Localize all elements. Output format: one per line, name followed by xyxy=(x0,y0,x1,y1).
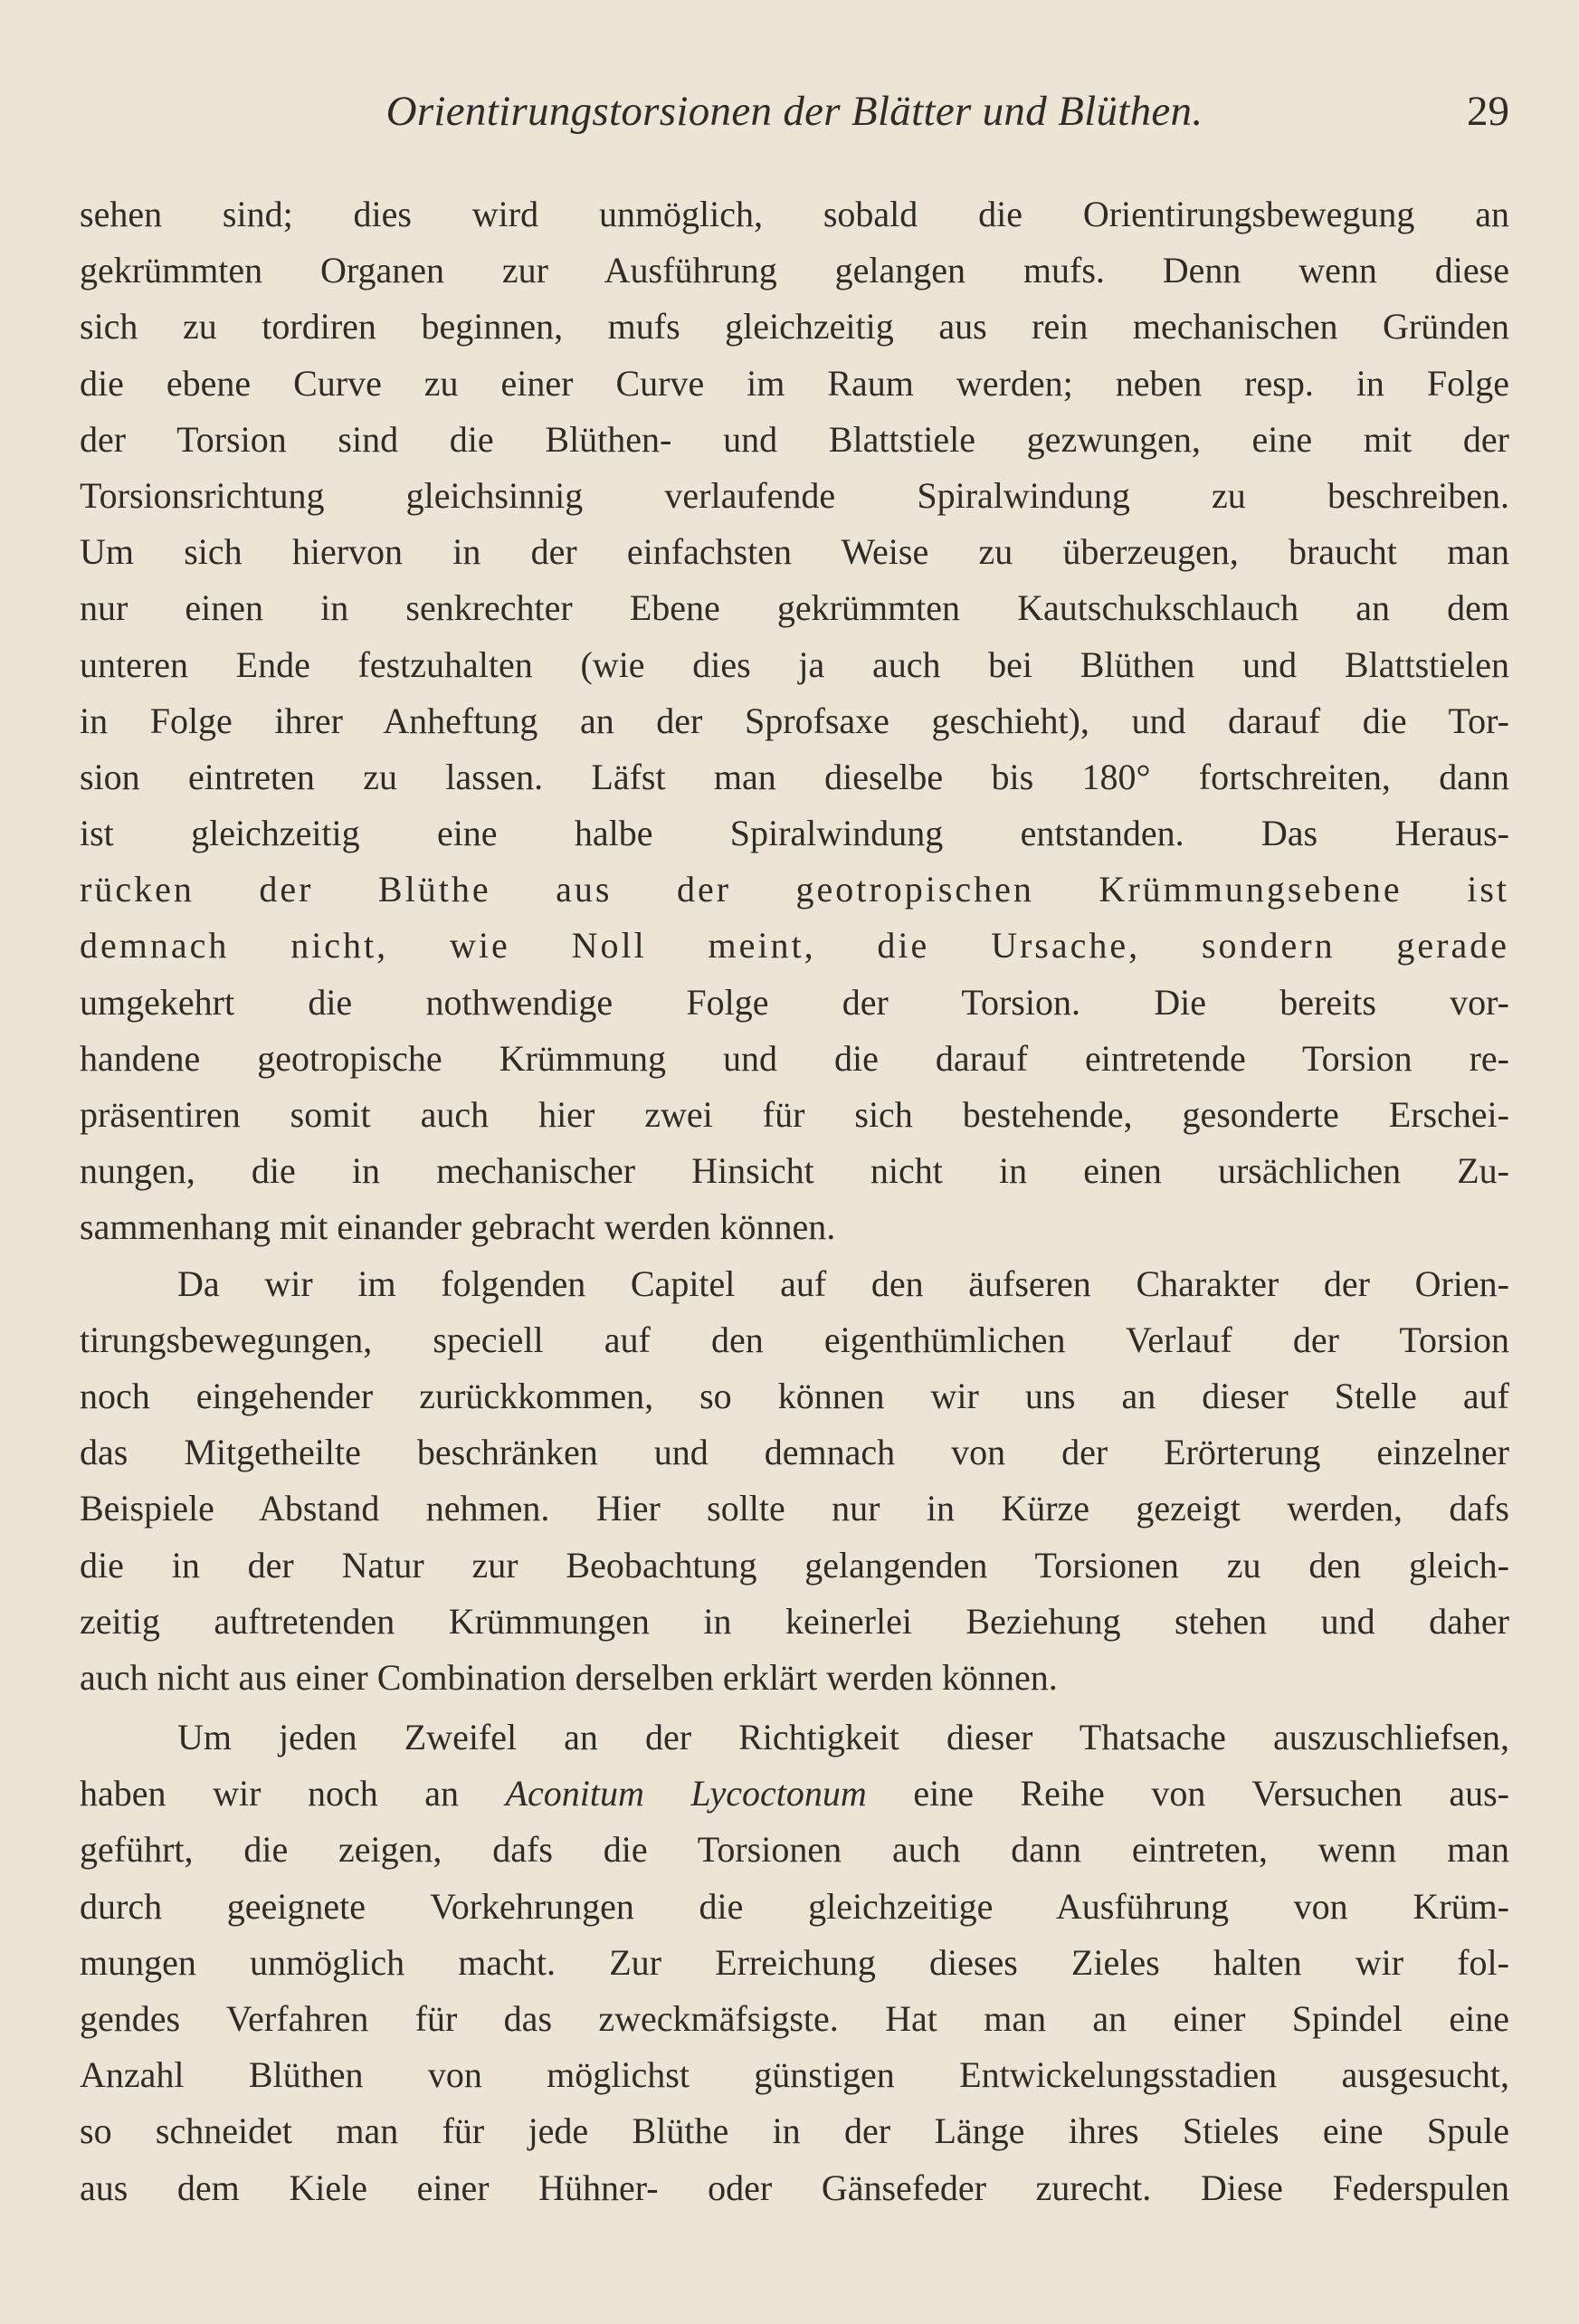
text-line: zeitig auftretenden Krümmungen in keinerlei Beziehung stehen und daher xyxy=(80,1600,1509,1642)
text-line: sehen sind; dies wird unmöglich, sobald die Orientirungsbewegung an xyxy=(80,194,1509,234)
text-line: das Mitgetheilte beschränken und demnach von der Erörterung einzelner xyxy=(80,1432,1509,1473)
text-line: Da wir im folgenden Capitel auf den äufseren Charakter der Orien- xyxy=(177,1262,1509,1304)
text-line: Beispiele Abstand nehmen. Hier sollte nur in Kürze gezeigt werden, dafs xyxy=(80,1488,1509,1529)
text-segment: eine Reihe von Versuchen aus- xyxy=(913,1773,1509,1814)
text-line: Torsionsrichtung gleichsinnig verlaufende Spiralwindung zu beschreiben. xyxy=(80,474,1509,516)
text-line: gekrümmten Organen zur Ausführung gelangen mufs. Denn wenn diese xyxy=(80,250,1509,291)
paragraph-3 xyxy=(80,1710,1509,2216)
text-segment: haben wir noch an xyxy=(80,1773,460,1814)
text-line: die ebene Curve zu einer Curve im Raum werden; neben resp. in Folge xyxy=(80,362,1509,404)
text-line: die in der Natur zur Beobachtung gelangenden Torsionen zu den gleich- xyxy=(80,1544,1509,1586)
text-line: Um jeden Zweifel an der Richtigkeit dieser Thatsache auszuschliefsen, xyxy=(177,1717,1509,1758)
text-line: durch geeignete Vorkehrungen die gleichzeitige Ausführung von Krüm- xyxy=(80,1885,1509,1927)
text-line: präsentiren somit auch hier zwei für sich bestehende, gesonderte Erschei- xyxy=(80,1094,1509,1135)
text-line: nur einen in senkrechter Ebene gekrümmten Kautschukschlauch an dem xyxy=(80,587,1509,629)
text-line: sion eintreten zu lassen. Läfst man dieselbe bis 180° fortschreiten, dann xyxy=(80,756,1509,797)
text-line: geführt, die zeigen, dafs die Torsionen auch dann eintreten, wenn man xyxy=(80,1829,1509,1871)
species-name: Aconitum Lycoctonum xyxy=(505,1773,867,1814)
text-line: aus dem Kiele einer Hühner- oder Gänsefeder zurecht. Diese Federspulen xyxy=(80,2167,1509,2208)
text-line: tirungsbewegungen, speciell auf den eigenthümlichen Verlauf der Torsion xyxy=(80,1319,1509,1360)
text-line: sich zu tordiren beginnen, mufs gleichzeitig aus rein mechanischen Gründen xyxy=(80,306,1509,348)
text-line: gendes Verfahren für das zweckmäfsigste. Hat man an einer Spindel eine xyxy=(80,1998,1509,2039)
text-line: umgekehrt die nothwendige Folge der Torsion. Die bereits vor- xyxy=(80,981,1509,1023)
text-line-spaced: demnach nicht, wie Noll meint, die Ursache, sondern gerade xyxy=(80,925,1509,967)
text-line: nungen, die in mechanischer Hinsicht nicht in einen ursächlichen Zu- xyxy=(80,1150,1509,1192)
text-line: sammenhang mit einander gebracht werden können. xyxy=(80,1206,836,1248)
text-line: so schneidet man für jede Blüthe in der Länge ihres Stieles eine Spule xyxy=(80,2110,1509,2152)
text-line: in Folge ihrer Anheftung an der Sprofsaxe geschieht), und darauf die Tor- xyxy=(80,700,1509,741)
text-line: ist gleichzeitig eine halbe Spiralwindung entstanden. Das Heraus- xyxy=(80,813,1509,854)
text-line: der Torsion sind die Blüthen- und Blattstiele gezwungen, eine mit der xyxy=(80,418,1509,460)
running-title: Orientirungstorsionen der Blätter und Blüthen. xyxy=(385,88,1203,135)
text-line: auch nicht aus einer Combination derselben erklärt werden können. xyxy=(80,1656,1058,1698)
text-line: Um sich hiervon in der einfachsten Weise zu überzeugen, braucht man xyxy=(80,531,1509,573)
paragraph-1 xyxy=(80,186,1509,1256)
text-line: unteren Ende festzuhalten (wie dies ja auch bei Blüthen und Blattstielen xyxy=(80,643,1509,685)
text-line-spaced: rücken der Blüthe aus der geotropischen Krümmungsebene ist xyxy=(80,869,1509,910)
text-line: noch eingehender zurückkommen, so können wir uns an dieser Stelle auf xyxy=(80,1375,1509,1416)
text-line-with-species xyxy=(80,1766,1509,1822)
page-header xyxy=(80,87,1509,150)
paragraph-2 xyxy=(80,1256,1509,1707)
text-line: handene geotropische Krümmung und die darauf eintretende Torsion re- xyxy=(80,1037,1509,1079)
page-number: 29 xyxy=(1467,88,1509,135)
text-line: Anzahl Blüthen von möglichst günstigen Entwickelungsstadien ausgesucht, xyxy=(80,2054,1509,2096)
text-line: mungen unmöglich macht. Zur Erreichung dieses Zieles halten wir fol- xyxy=(80,1941,1509,1983)
body-text xyxy=(80,186,1509,2216)
